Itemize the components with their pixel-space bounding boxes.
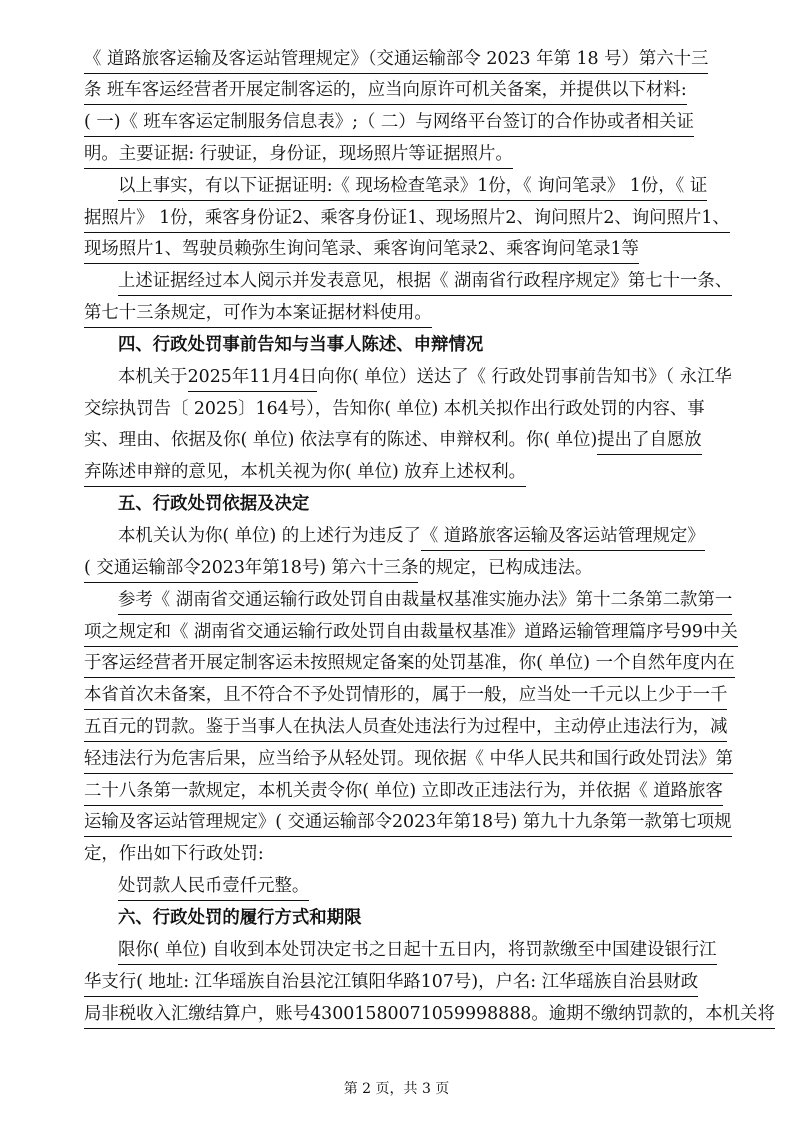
text-line: 以上事实，有以下证据证明:《 现场检查笔录》1份，《 询问笔录》 1份，《 证 [118, 171, 707, 201]
text-line: 华支行( 地址: 江华瑶族自治县沱江镇阳华路107号)，户名: 江华瑶族自治县财政 [84, 967, 698, 997]
text-line: 参考《 湖南省交通运输行政处罚自由裁量权基准实施办法》第十二条第二款第一 [118, 585, 732, 615]
text-line: 本机关于2025年11月4日向你( 单位）送达了《 行政处罚事前告知书》（ 永江华 [118, 362, 732, 392]
text-line: 于客运经营者开展定制客运未按照规定备案的处罚基准，你( 单位) 一个自然年度内在 [84, 648, 735, 678]
text-line: 实、理由、依据及你( 单位) 依法享有的陈述、申辩权利。你( 单位)提出了自愿放 [84, 425, 702, 455]
text-line: 第七十三条规定，可作为本案证据材料使用。 [84, 298, 432, 328]
text-line: 二十八条第一款规定，本机关责令你( 单位) 立即改正违法行为，并依据《 道路旅客 [84, 776, 723, 806]
page-footer: 第 2 页，共 3 页 [343, 1081, 450, 1097]
text-line: 限你( 单位) 自收到本处罚决定书之日起十五日内，将罚款缴至中国建设银行江 [118, 935, 717, 965]
text-line: 五百元的罚款。鉴于当事人在执法人员查处违法行为过程中，主动停止违法行为，减 [84, 712, 727, 742]
text-line: 条 班车客运经营者开展定制客运的，应当向原许可机关备案，并提供以下材料: [84, 75, 687, 105]
text-line: 上述证据经过本人阅示并发表意见，根据《 湖南省行政程序规定》第七十一条、 [118, 266, 732, 296]
text-line: 弃陈述申辩的意见，本机关视为你( 单位) 放弃上述权利。 [84, 457, 526, 487]
text-line: 现场照片1、驾驶员赖弥生询问笔录、乘客询问笔录2、乘客询问笔录1等 [84, 234, 639, 264]
text-line: 局非税收入汇缴结算户，账号43001580071059998888。逾期不缴纳罚款的，本机关将 [84, 999, 775, 1029]
text-line: 《 道路旅客运输及客运站管理规定》（交通运输部令 2023 年第 18 号）第六十三 [84, 44, 708, 74]
text-line: 轻违法行为危害后果，应当给予从轻处罚。现依据《 中华人民共和国行政处罚法》第 [84, 744, 733, 774]
text-line: 据照片》 1份，乘客身份证2、乘客身份证1、现场照片2、询问照片2、询问照片1、 [84, 203, 730, 233]
text-line: 本省首次未备案，且不符合不予处罚情形的，属于一般，应当处一千元以上少于一千 [84, 680, 727, 710]
text-line: ( 一)《 班车客运定制服务信息表》;（ 二）与网络平台签订的合作协或者相关证 [84, 107, 694, 137]
text-line: 明。主要证据: 行驶证，身份证，现场照片等证据照片。 [84, 139, 513, 169]
text-line: ( 交通运输部令2023年第18号) 第六十三条的规定，已构成违法。 [84, 553, 592, 583]
section-heading-6: 六、行政处罚的履行方式和期限 [118, 908, 362, 928]
text-line: 运输及客运站管理规定》( 交通运输部令2023年第18号) 第九十九条第一款第七项规 [84, 807, 732, 837]
text-line: 定，作出如下行政处罚: [84, 844, 264, 864]
section-heading-4: 四、行政处罚事前告知与当事人陈述、申辩情况 [118, 335, 484, 355]
text-line: 项之规定和《 湖南省交通运输行政处罚自由裁量权基准》道路运输管理篇序号99中关 [84, 617, 738, 647]
text-line: 处罚款人民币壹仟元整。 [118, 871, 309, 901]
section-heading-5: 五、行政处罚依据及决定 [118, 494, 310, 514]
text-line: 本机关认为你( 单位) 的上述行为违反了《 道路旅客运输及客运站管理规定》 [118, 521, 705, 551]
text-line: 交综执罚告〔 2025〕164号），告知你( 单位) 本机关拟作出行政处罚的内容、事 [84, 399, 705, 419]
